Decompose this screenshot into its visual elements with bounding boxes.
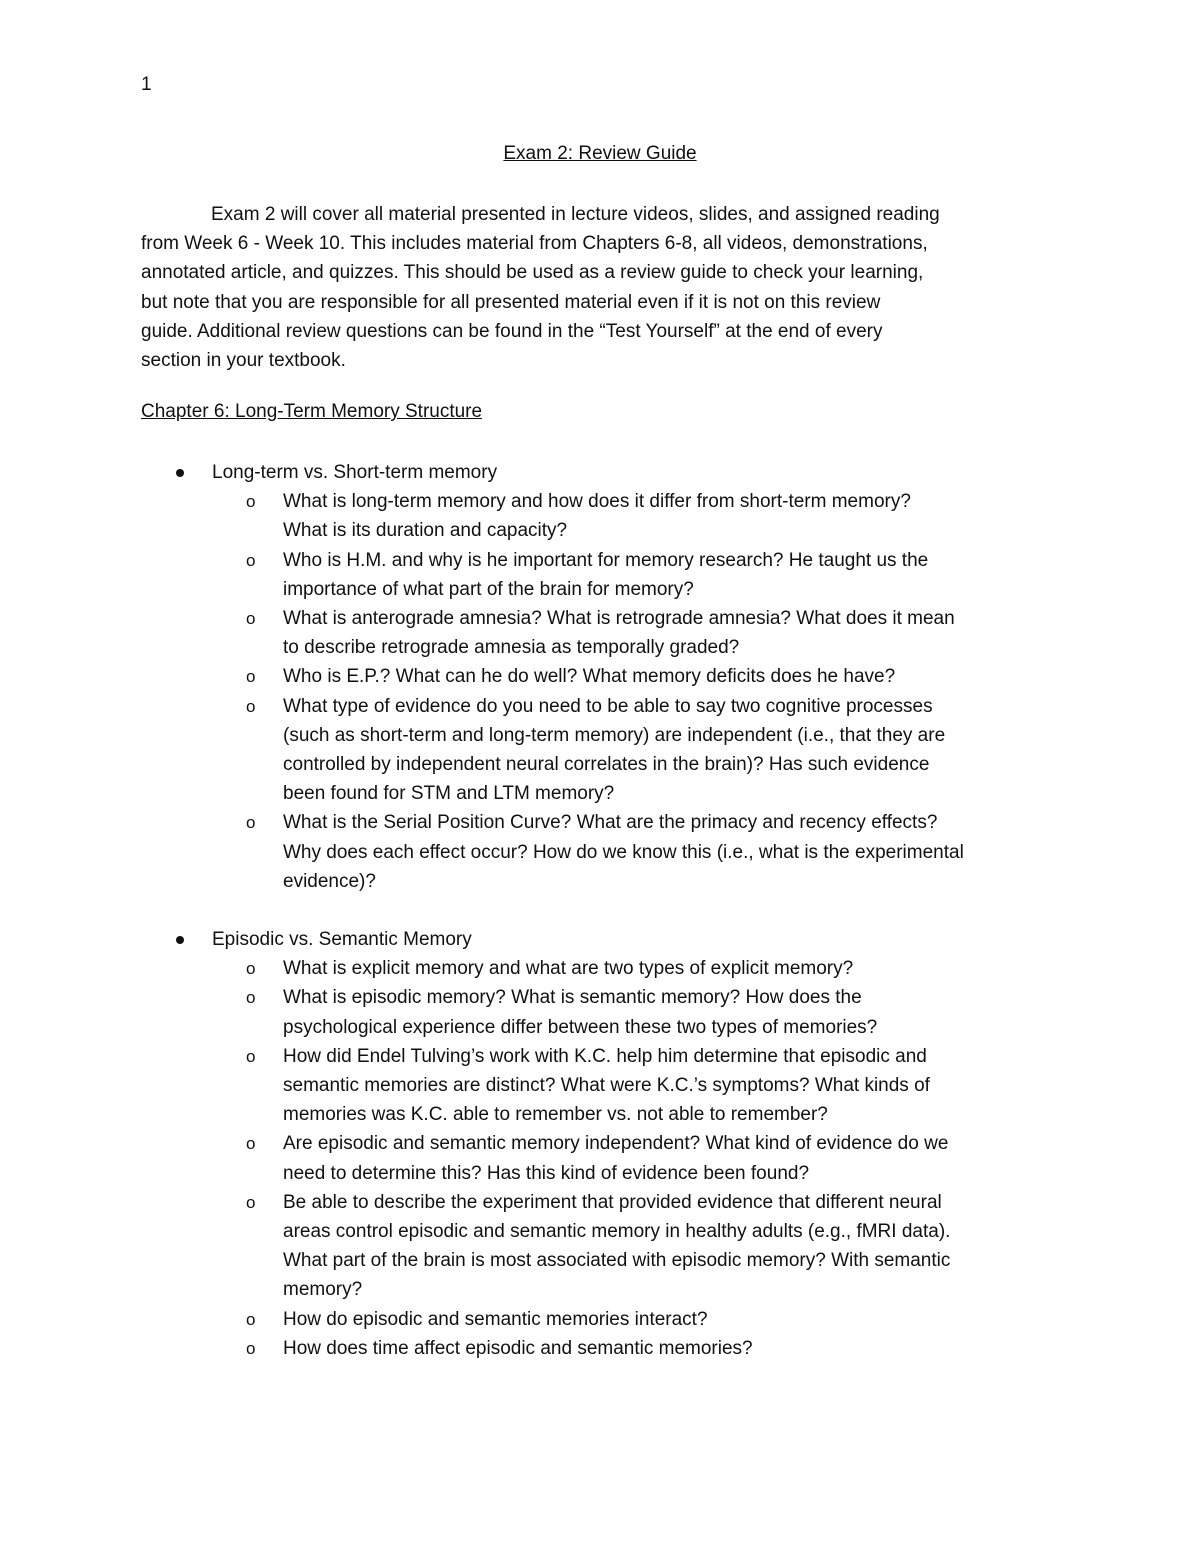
- intro-line: guide. Additional review questions can be found in the “Test Yourself” at the end of every: [141, 320, 883, 342]
- circle-bullet-icon: o: [246, 1309, 256, 1329]
- intro-line: annotated article, and quizzes. This should be used as a review guide to check your learning,: [141, 262, 924, 284]
- sub-item-text: [283, 662, 1073, 691]
- document-title: Exam 2: Review Guide: [503, 143, 697, 164]
- sub-item-line: Who is E.P.? What can he do well? What memory deficits does he have?: [283, 666, 896, 688]
- intro-line: Exam 2 will cover all material presented in lecture videos, slides, and assigned reading: [211, 204, 940, 225]
- sub-item-text: [283, 1305, 1073, 1334]
- sub-item: [0, 692, 1200, 809]
- page-number: 1: [141, 74, 152, 95]
- circle-bullet-icon: o: [246, 492, 256, 512]
- bullet-dot-icon: [176, 469, 184, 477]
- intro-line: but note that you are responsible for all presented material even if it is not on this review: [141, 291, 881, 313]
- bullet-label: Episodic vs. Semantic Memory: [212, 929, 472, 950]
- sub-item-line: What is its duration and capacity?: [283, 520, 568, 542]
- sub-item-line: What is anterograde amnesia? What is retrograde amnesia? What does it mean: [283, 608, 955, 629]
- sub-item-text: [283, 954, 1073, 983]
- sub-item-text: [283, 1334, 1073, 1363]
- sub-item-line: importance of what part of the brain for memory?: [283, 578, 694, 600]
- bullet-dot-icon: [176, 936, 184, 944]
- sub-item-text: [283, 692, 1073, 809]
- sub-item-text: [283, 1129, 1073, 1187]
- sub-item-line: How did Endel Tulving’s work with K.C. help him determine that episodic and: [283, 1045, 927, 1067]
- sub-item-text: [283, 546, 1073, 604]
- sub-item-line: (such as short-term and long-term memory) are independent (i.e., that they are: [283, 724, 946, 746]
- circle-bullet-icon: o: [246, 1134, 256, 1154]
- sub-item-text: [283, 983, 1073, 1041]
- sub-item-line: What is long-term memory and how does it differ from short-term memory?: [283, 491, 911, 513]
- sub-list: [0, 954, 1200, 1363]
- sub-item-line: Why does each effect occur? How do we know this (i.e., what is the experimental: [283, 841, 964, 863]
- sub-item-line: areas control episodic and semantic memory in healthy adults (e.g., fMRI data).: [283, 1221, 951, 1243]
- circle-bullet-icon: o: [246, 1192, 256, 1212]
- intro-paragraph: [141, 200, 1076, 375]
- circle-bullet-icon: o: [246, 609, 256, 628]
- sub-item: [0, 662, 1200, 691]
- circle-bullet-icon: o: [246, 959, 256, 979]
- sub-item-line: What is the Serial Position Curve? What are the primacy and recency effects?: [283, 812, 938, 834]
- sub-item: [0, 1129, 1200, 1187]
- sub-item: [0, 983, 1200, 1041]
- circle-bullet-icon: o: [246, 667, 256, 687]
- sub-item: [0, 1305, 1200, 1334]
- sub-item-line: Be able to describe the experiment that provided evidence that different neural: [283, 1191, 942, 1213]
- sub-item-line: controlled by independent neural correlates in the brain)? Has such evidence: [283, 754, 930, 776]
- circle-bullet-icon: o: [246, 550, 256, 570]
- circle-bullet-icon: o: [246, 1046, 256, 1066]
- sub-item: [0, 546, 1200, 604]
- intro-line: section in your textbook.: [141, 350, 346, 372]
- sub-item-line: What part of the brain is most associated with episodic memory? With semantic: [283, 1250, 951, 1272]
- circle-bullet-icon: o: [246, 696, 256, 716]
- bullet-item: [0, 458, 1200, 487]
- sub-item-line: memory?: [283, 1279, 363, 1301]
- sub-item-line: What is episodic memory? What is semantic memory? How does the: [283, 987, 862, 1009]
- sub-item-text: [283, 487, 1073, 545]
- circle-bullet-icon: o: [246, 813, 256, 833]
- intro-line: from Week 6 - Week 10. This includes material from Chapters 6-8, all videos, demonstrations,: [141, 233, 928, 255]
- sub-item: [0, 487, 1200, 545]
- sub-item-line: How do episodic and semantic memories interact?: [283, 1308, 708, 1330]
- sub-item-line: What type of evidence do you need to be able to say two cognitive processes: [283, 695, 933, 717]
- sub-item-text: [283, 808, 1073, 896]
- sub-item-line: Are episodic and semantic memory independent? What kind of evidence do we: [283, 1133, 949, 1155]
- sub-item-line: evidence)?: [283, 870, 376, 892]
- sub-item-text: [283, 604, 1073, 662]
- sub-item-text: [283, 1042, 1073, 1130]
- circle-bullet-icon: o: [246, 1338, 256, 1358]
- sub-item: [0, 808, 1200, 896]
- sub-item-line: What is explicit memory and what are two types of explicit memory?: [283, 958, 854, 980]
- sub-item-line: psychological experience differ between these two types of memories?: [283, 1016, 878, 1038]
- sub-item: [0, 1042, 1200, 1130]
- sub-list: [0, 487, 1200, 896]
- bullet-item: [0, 925, 1200, 954]
- bullet-label: Long-term vs. Short-term memory: [212, 462, 498, 483]
- sub-item-line: need to determine this? Has this kind of evidence been found?: [283, 1162, 810, 1184]
- section-long-term-vs-short-term: [0, 458, 1200, 896]
- section-episodic-vs-semantic: [0, 925, 1200, 1363]
- sub-item-line: been found for STM and LTM memory?: [283, 783, 615, 805]
- sub-item-line: Who is H.M. and why is he important for memory research? He taught us the: [283, 549, 929, 571]
- sub-item-line: to describe retrograde amnesia as temporally graded?: [283, 637, 740, 659]
- sub-item-text: [283, 1188, 1073, 1305]
- chapter-heading: Chapter 6: Long-Term Memory Structure: [141, 401, 483, 422]
- sub-item-line: memories was K.C. able to remember vs. not able to remember?: [283, 1104, 828, 1126]
- sub-item: [0, 604, 1200, 662]
- sub-item: [0, 954, 1200, 983]
- sub-item: [0, 1334, 1200, 1363]
- sub-item-line: How does time affect episodic and semantic memories?: [283, 1337, 753, 1359]
- sub-item-line: semantic memories are distinct? What were K.C.’s symptoms? What kinds of: [283, 1075, 930, 1096]
- sub-item: [0, 1188, 1200, 1305]
- circle-bullet-icon: o: [246, 988, 256, 1008]
